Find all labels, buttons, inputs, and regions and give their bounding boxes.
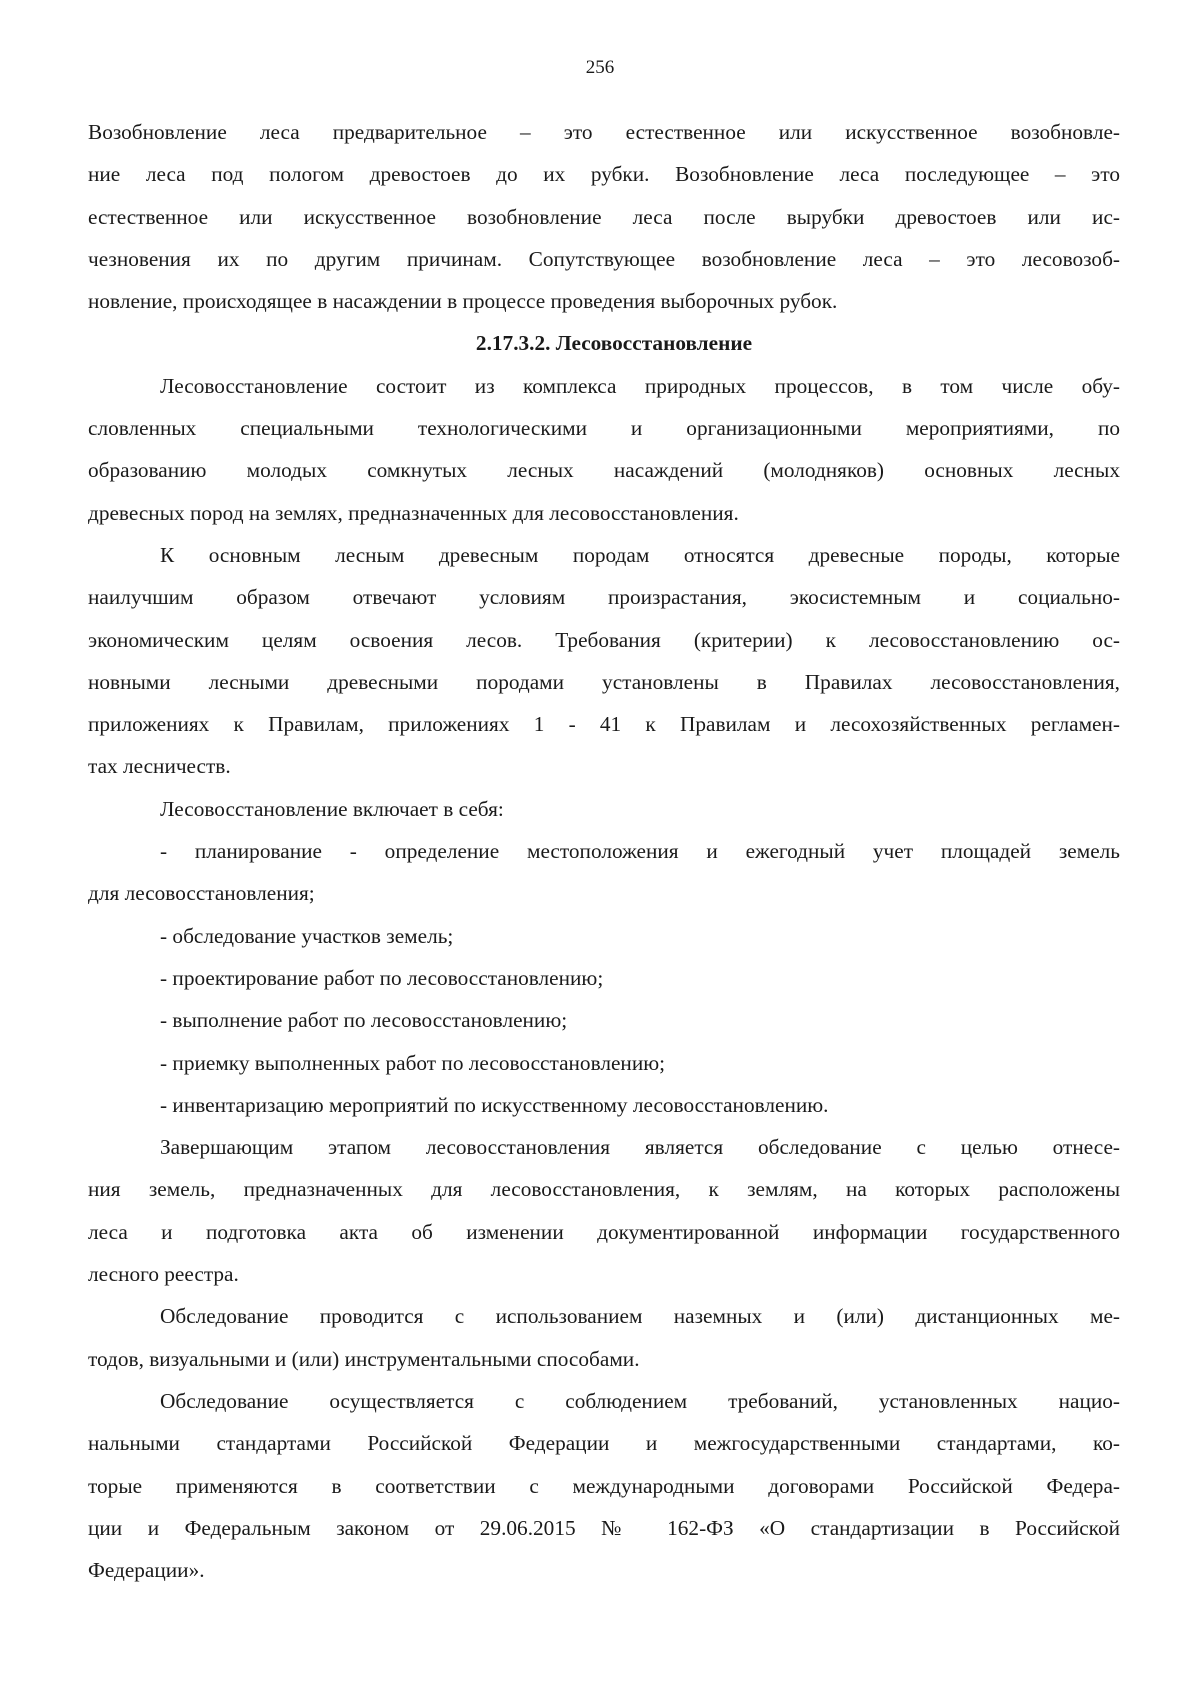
- list-item: - выполнение работ по лесовосстановлению;: [160, 1008, 568, 1033]
- paragraph-standards: [88, 1380, 1120, 1591]
- text-line: ние леса под пологом древостоев до их рубки. Возобновление леса последующее – это: [88, 162, 1120, 187]
- text-line: словленных специальными технологическими и организационными мероприятиями, по: [88, 416, 1120, 441]
- text-line: тодов, визуальными и (или) инструментальными способами.: [88, 1346, 640, 1371]
- list-item: - обследование участков земель;: [160, 923, 454, 948]
- paragraph-reforestation-definition: [88, 365, 1120, 534]
- text-line: Обследование проводится с использованием наземных и (или) дистанционных ме-: [160, 1304, 1120, 1329]
- text-line: образованию молодых сомкнутых лесных насаждений (молодняков) основных лесных: [88, 458, 1120, 483]
- paragraph-forest-regeneration: [88, 111, 1120, 322]
- text-line: новными лесными древесными породами установлены в Правилах лесовосстановления,: [88, 669, 1120, 694]
- text-line: Возобновление леса предварительное – это естественное или искусственное возобновле-: [88, 120, 1120, 144]
- list-intro: Лесовосстановление включает в себя:: [160, 796, 504, 821]
- page-number: 256: [585, 57, 615, 78]
- list-item: - инвентаризацию мероприятий по искусственному лесовосстановлению.: [160, 1092, 829, 1117]
- paragraph-final-stage: [88, 1126, 1120, 1295]
- text-line: К основным лесным древесным породам относятся древесные породы, которые: [160, 542, 1120, 567]
- text-line: новление, происходящее в насаждении в процессе проведения выборочных рубок.: [88, 289, 838, 314]
- text-line: ния земель, предназначенных для лесовосстановления, к землям, на которых расположены: [88, 1177, 1120, 1202]
- text-line: Завершающим этапом лесовосстановления является обследование с целью отнесе-: [160, 1135, 1120, 1160]
- text-line: - планирование - определение местоположения и ежегодный учет площадей земель: [160, 839, 1120, 864]
- list-item: [88, 830, 1120, 915]
- text-line: наилучшим образом отвечают условиям произрастания, экосистемным и социально-: [88, 585, 1120, 610]
- text-line: приложениях к Правилам, приложениях 1 - 41 к Правилам и лесохозяйственных регламен-: [88, 712, 1120, 737]
- paragraph-main-species: [88, 534, 1120, 788]
- text-line: тах лесничеств.: [88, 754, 231, 779]
- text-line: чезновения их по другим причинам. Сопутствующее возобновление леса – это лесовозоб-: [88, 246, 1120, 271]
- text-line: Федерации».: [88, 1558, 205, 1583]
- text-line: леса и подготовка акта об изменении документированной информации государственного: [88, 1219, 1120, 1244]
- text-line: Лесовосстановление состоит из комплекса природных процессов, в том числе обу-: [160, 373, 1120, 398]
- text-line: древесных пород на землях, предназначенных для лесовосстановления.: [88, 500, 739, 525]
- text-line: нальными стандартами Российской Федерации и межгосударственными стандартами, ко-: [88, 1431, 1120, 1456]
- text-line: Обследование осуществляется с соблюдением требований, установленных нацио-: [160, 1388, 1120, 1413]
- paragraph-survey-methods: [88, 1295, 1120, 1380]
- list-item: - проектирование работ по лесовосстановлению;: [160, 965, 604, 990]
- text-line: естественное или искусственное возобновление леса после вырубки древостоев или ис-: [88, 204, 1120, 229]
- text-line: ции и Федеральным законом от 29.06.2015 № 162-ФЗ «О стандартизации в Российской: [88, 1515, 1120, 1540]
- text-line: лесного реестра.: [88, 1262, 239, 1287]
- text-line: для лесовосстановления;: [88, 881, 315, 906]
- section-heading: 2.17.3.2. Лесовосстановление: [475, 331, 753, 356]
- document-body: [88, 111, 1120, 1591]
- text-line: торые применяются в соответствии с международными договорами Российской Федера-: [88, 1473, 1120, 1498]
- list-item: - приемку выполненных работ по лесовосстановлению;: [160, 1050, 666, 1075]
- text-line: экономическим целям освоения лесов. Требования (критерии) к лесовосстановлению ос-: [88, 627, 1120, 652]
